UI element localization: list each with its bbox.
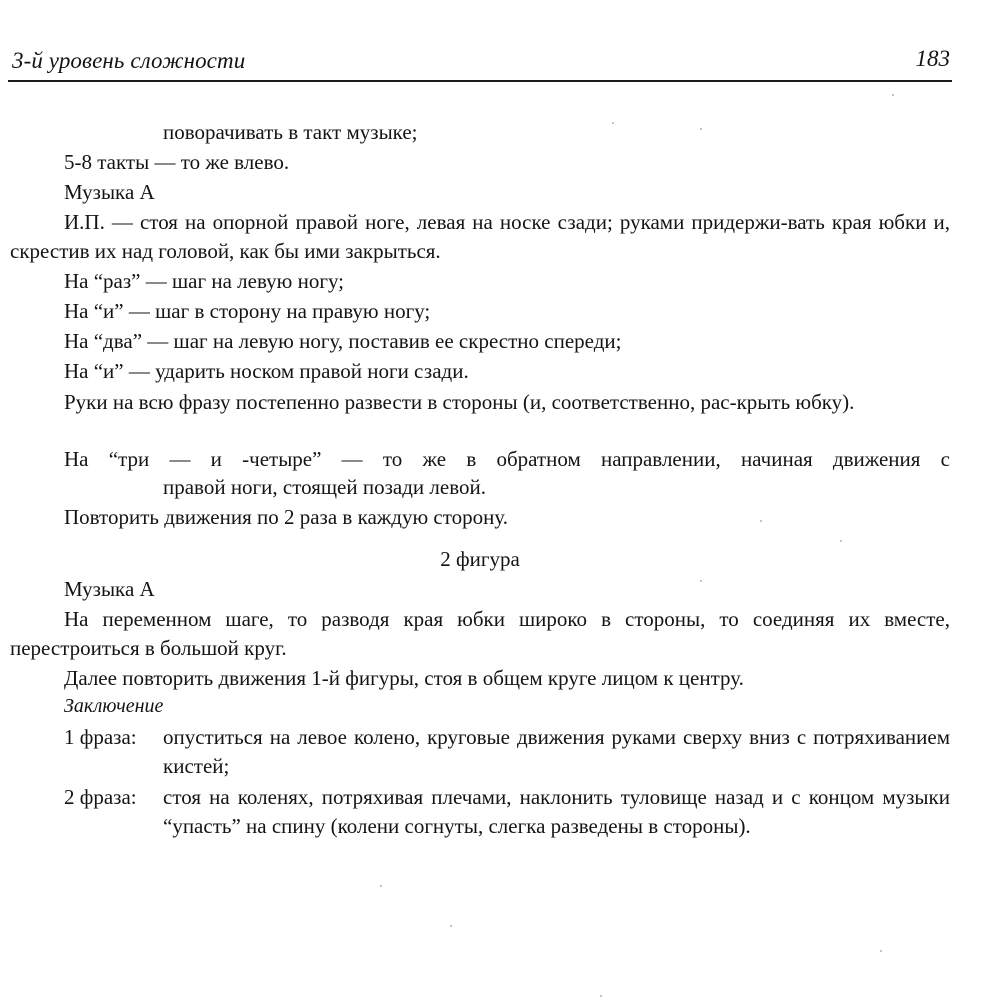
hanging-item bbox=[64, 723, 950, 781]
paragraph: На переменном шаге, то разводя края юбки широко в стороны, то соединяя их вместе, перестроиться в большой круг. bbox=[10, 607, 950, 660]
text-line: Далее повторить движения 1-й фигуры, стоя в общем круге лицом к центру. bbox=[64, 666, 744, 690]
text-line: На “три — и -четыре” — то же в обратном направлении, начиная движения с bbox=[64, 447, 950, 471]
text-line: правой ноги, стоящей позади левой. bbox=[163, 475, 486, 499]
scan-speck bbox=[612, 122, 614, 124]
text-line: На “и” — ударить носком правой ноги сзади. bbox=[64, 359, 469, 383]
scan-speck bbox=[600, 995, 602, 997]
text-line: На “два” — шаг на левую ногу, поставив ее скрестно спереди; bbox=[64, 329, 622, 353]
text-line: На “раз” — шаг на левую ногу; bbox=[64, 269, 345, 293]
text-line: На “и” — шаг в сторону на правую ногу; bbox=[64, 299, 431, 323]
section-heading: 2 фигура bbox=[440, 547, 520, 571]
paragraph: И.П. — стоя на опорной правой ноге, левая на носке сзади; руками придержи-вать края юбки и, скрестив их над головой, как бы ими закрыться. bbox=[10, 210, 950, 263]
music-label: Музыка А bbox=[64, 577, 155, 601]
hanging-item bbox=[64, 783, 950, 841]
scan-speck bbox=[700, 580, 702, 582]
scan-speck bbox=[700, 128, 702, 130]
phrase-label: 1 фраза: bbox=[64, 725, 137, 749]
text-line: Повторить движения по 2 раза в каждую сторону. bbox=[64, 505, 509, 529]
scan-speck bbox=[892, 94, 894, 96]
text-line: поворачивать в такт музыке; bbox=[163, 120, 418, 144]
scan-speck bbox=[760, 520, 762, 522]
phrase-label: 2 фраза: bbox=[64, 785, 137, 809]
phrase-text: стоя на коленях, потряхивая плечами, наклонить туловище назад и с концом музыки “упасть” на спину (колени согнуты, слегка разведены в стороны). bbox=[163, 785, 950, 838]
scan-speck bbox=[380, 885, 382, 887]
page-header bbox=[8, 44, 952, 82]
scan-speck bbox=[840, 540, 842, 542]
running-title: 3-й уровень сложности bbox=[12, 48, 246, 73]
music-label: Музыка А bbox=[64, 180, 155, 204]
scan-speck bbox=[450, 925, 452, 927]
page-number: 183 bbox=[915, 46, 950, 71]
text-line: 5-8 такты — то же влево. bbox=[64, 150, 290, 174]
conclusion-heading: Заключение bbox=[64, 695, 164, 717]
paragraph: Руки на всю фразу постепенно развести в стороны (и, соответственно, рас-крыть юбку). bbox=[64, 390, 855, 414]
scan-speck bbox=[880, 950, 882, 952]
phrase-text: опуститься на левое колено, круговые движения руками сверху вниз с потряхиванием кистей; bbox=[163, 725, 950, 778]
